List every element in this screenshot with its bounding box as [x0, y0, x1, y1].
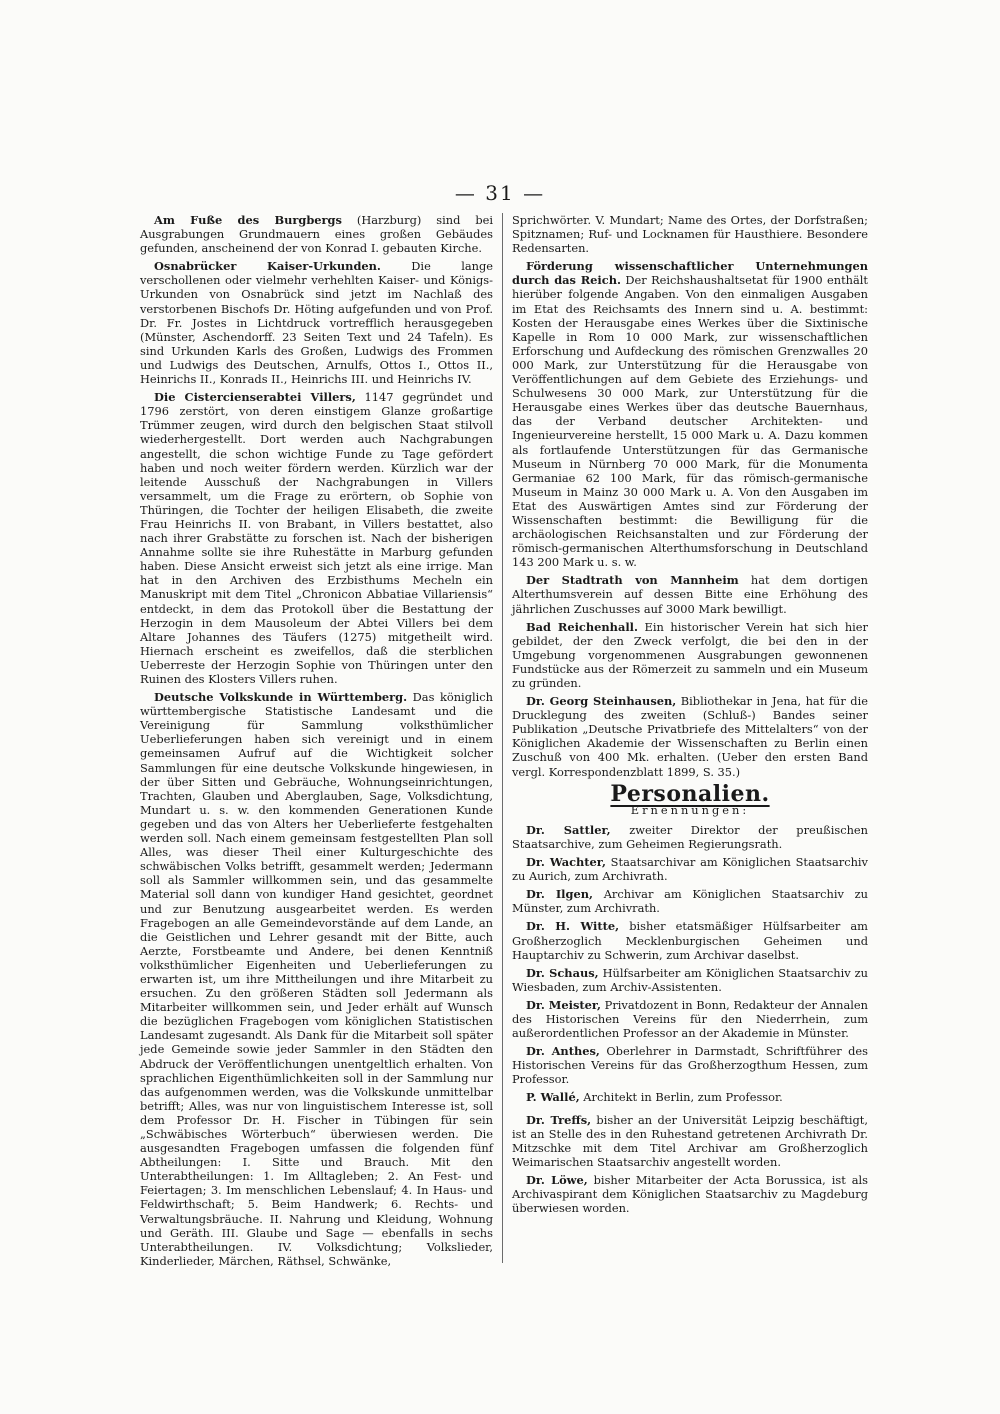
paragraph	[512, 620, 868, 690]
paragraph-text: bisher Mitarbeiter der Acta Borussica, ist als Archivaspirant dem Königlichen Staatsarchiv zu Magdeburg überwiesen worden.	[512, 1172, 869, 1216]
paragraph-keyword: Dr. Löwe,	[526, 1172, 588, 1187]
paragraph-keyword: Deutsche Volkskunde in Württemberg.	[154, 690, 408, 705]
paragraph-text: Staatsarchivar am Königlichen Staatsarchiv zu Aurich, zum Archivrath.	[512, 855, 868, 884]
paragraph-text: bisher etatsmäßiger Hülfsarbeiter am Großherzoglich Mecklenburgischen Geheimen und Hauptarchiv zu Schwerin, zum Archivar daselbst.	[512, 919, 868, 962]
paragraph-keyword: Dr. Ilgen,	[526, 887, 593, 902]
paragraph	[512, 966, 868, 994]
paragraph	[140, 390, 493, 686]
paragraph-text: Hülfsarbeiter am Königlichen Staatsarchiv zu Wiesbaden, zum Archiv-Assistenten.	[512, 965, 868, 994]
paragraph-keyword: Die Cistercienserabtei Villers,	[154, 390, 356, 405]
paragraph	[140, 259, 493, 386]
appointments-list	[512, 823, 868, 1215]
paragraph	[512, 1090, 868, 1104]
paragraph-text: Privatdozent in Bonn, Redakteur der Annalen des Historischen Vereins für den Niederrhein, zum außerordentlichen Professor an der Akademie in Münster.	[512, 997, 868, 1041]
paragraph-keyword: Bad Reichenhall.	[526, 619, 638, 634]
paragraph	[140, 213, 493, 255]
paragraph-text: Architekt in Berlin, zum Professor.	[579, 1090, 783, 1105]
page-number: — 31 —	[454, 181, 546, 205]
paragraph-keyword: Dr. Georg Steinhausen,	[526, 694, 677, 709]
paragraph-keyword: Dr. Meister,	[526, 997, 602, 1012]
paragraph-keyword: Dr. H. Witte,	[526, 919, 620, 934]
right-column-news	[512, 213, 868, 779]
paragraph-text: Sprichwörter. V. Mundart; Name des Ortes, der Dorfstraßen; Spitznamen; Ruf- und Locknamen für Hausthiere. Besondere Redensarten.	[512, 213, 868, 256]
paragraph	[512, 213, 868, 255]
paragraph	[512, 1044, 868, 1086]
paragraph-keyword: Dr. Sattler,	[526, 822, 611, 837]
paragraph	[512, 259, 868, 569]
paragraph-keyword: Osnabrücker Kaiser-Urkunden.	[154, 259, 381, 274]
paragraph	[140, 690, 493, 1268]
paragraph-text: zweiter Direktor der preußischen Staatsarchive, zum Geheimen Regierungsrath.	[512, 822, 868, 851]
paragraph-keyword: Dr. Schaus,	[526, 965, 599, 980]
paragraph	[512, 823, 868, 851]
paragraph-keyword: Dr. Wachter,	[526, 855, 606, 870]
paragraph-keyword: Am Fuße des Burgbergs	[154, 213, 342, 227]
paragraph-text: Oberlehrer in Darmstadt, Schriftführer des Historischen Vereins für das Großherzogthum Hessen, zum Professor.	[512, 1044, 868, 1087]
section-heading: Personalien.	[610, 780, 770, 807]
paragraph-text: Das königlich württembergische Statistische Landesamt und die Vereinigung für Sammlung volksthümlicher Ueberlieferungen haben sich vereinigt und in einem gemeinsamen Aufruf auf die Wichtigkeit solcher Sammlungen für eine deutsche Volkskunde hingewiesen, in der über Sitten und Gebräuche, Wohnungseinrichtungen, Trachten, Glauben und Aberglauben, Sage, Volksdichtung, Mundart u. s. w. den kommenden Generationen Kunde gegeben und das von Alters her Ueberlieferte festgehalten werden soll. Nach einem gemeinsam festgestellten Plan soll Alles, was dieser Theil einer Kulturgeschichte des schwäbischen Volks betrifft, gesammelt werden; Jedermann soll als Sammler willkommen sein, und das gesammelte Material soll dann von kundiger Hand gesichtet, geordnet und zur Benutzung ausgearbeitet werden. Es werden Fragebogen an alle Gemeindevorstände auf dem Lande, an die Geistlichen und Lehrer gesandt mit der Bitte, auch Aerzte, Forstbeamte und Andere, bei denen Kenntniß volksthümlicher Eigenheiten und Ueberlieferungen zu erwarten ist, um ihre Mittheilungen und ihre Mitarbeit zu ersuchen. Zu den größeren Städten soll Jedermann als Mitarbeiter willkommen sein, und Jeder erhält auf Wunsch die bezüglichen Fragebogen vom königlichen Statistischen Landesamt zugesandt. Als Dank für die Mitarbeit soll später jede Gemeinde sowie jeder Sammler in den Städten den Abdruck der Veröffentlichungen unentgeltlich erhalten. Von sprachlichen Eigenthümlichkeiten soll in der Sammlung nur das aufgenommen werden, was die Volkskunde unmittelbar betrifft; Alles, was nur von linguistischem Interesse ist, soll dem Professor Dr. H. Fischer in Tübingen für sein „Schwäbisches Wörterbuch“ überwiesen werden. Die ausgesandten Fragebogen umfassen die folgenden fünf Abtheilungen: I. Sitte und Brauch. Mit den Unterabtheilungen: 1. Im Alltagleben; 2. An Fest- und Feiertagen; 3. Im menschlichen Lebenslauf; 4. In Haus- und Feldwirthschaft; 5. Beim Handwerk; 6. Rechts- und Verwaltungsbräuche. II. Nahrung und Kleidung, Wohnung und Geräth. III. Glaube und Sage — ebenfalls in sechs Unterabtheilungen. IV. Volksdichtung; Volkslieder, Kinderlieder, Märchen, Räthsel, Schwänke,	[140, 690, 493, 1268]
paragraph	[512, 1173, 868, 1215]
paragraph	[512, 1113, 868, 1169]
paragraph	[512, 887, 868, 915]
paragraph-keyword: Der Stadtrath von Mannheim	[526, 573, 739, 588]
paragraph	[512, 573, 868, 615]
paragraph-keyword: Förderung wissenschaftlicher Unternehmungen durch das Reich.	[512, 259, 868, 288]
paragraph-text: hat dem dortigen Alterthumsverein auf dessen Bitte eine Erhöhung des jährlichen Zuschusses auf 3000 Mark bewilligt.	[512, 573, 868, 616]
paragraph-text: Archivar am Königlichen Staatsarchiv zu Münster, zum Archivrath.	[512, 887, 868, 916]
paragraph-text: Ein historischer Verein hat sich hier gebildet, der den Zweck verfolgt, die bei den in der Umgebung vorgenommenen Ausgrabungen gewonnenen Fundstücke aus der Römerzeit zu sammeln und ein Museum zu gründen.	[512, 619, 868, 690]
paragraph-text: bisher an der Universität Leipzig beschäftigt, ist an Stelle des in den Ruhestand getretenen Archivrath Dr. Mitzschke mit dem Titel Archivar am Großherzoglich Weimarischen Staatsarchiv angestellt worden.	[512, 1112, 868, 1169]
paragraph-text: 1147 gegründet und 1796 zerstört, von deren einstigem Glanze großartige Trümmer zeugen, wird durch den belgischen Staat stilvoll wiederhergestellt. Dort werden auch Nachgrabungen angestellt, die schon wichtige Funde zu Tage gefördert haben und noch weiter fördern werden. Kürzlich war der leitende Ausschuß der Nachgrabungen in Villers versammelt, um die Frage zu erörtern, ob Sophie von Thüringen, die Tochter der heiligen Elisabeth, die zweite Frau Heinrichs II. von Brabant, in Villers bestattet, also nach ihrer Grabstätte zu forschen ist. Nach der bisherigen Annahme sollte sie ihre Ruhestätte in Marburg gefunden haben. Diese Ansicht erweist sich jetzt als eine irrige. Man hat in den Archiven des Erzbisthums Mecheln ein Manuskript mit dem Titel „Chronicon Abbatiae Villariensis“ entdeckt, in dem das Protokoll über die Bestattung der Herzogin in dem Mausoleum der Abtei Villers bei dem Altare Johannes des Täufers (1275) mitgetheilt wird. Hiernach erscheint es zweifellos, daß die sterblichen Ueberreste der Herzogin Sophie von Thüringen unter den Ruinen des Klosters Villers ruhen.	[140, 390, 493, 686]
paragraph-text: (Harzburg) sind bei Ausgrabungen Grundmauern eines großen Gebäudes gefunden, anscheinend der von Konrad I. gebauten Kirche.	[140, 213, 493, 256]
paragraph-keyword: P. Wallé,	[526, 1090, 580, 1105]
right-column	[512, 213, 868, 1219]
paragraph	[512, 855, 868, 883]
left-column	[140, 213, 493, 1272]
paragraph-text: Die lange verschollenen oder vielmehr verhehlten Kaiser- und Königs-Urkunden von Osnabrück sind jetzt im Nachlaß des verstorbenen Bischofs Dr. Höting aufgefunden und von Prof. Dr. Fr. Jostes in Lichtdruck vortrefflich herausgegeben (Münster, Aschendorff. 23 Seiten Text und 24 Tafeln). Es sind Urkunden Karls des Großen, Ludwigs des Frommen und Ludwigs des Deutschen, Arnulfs, Ottos I., Ottos II., Heinrichs II., Konrads II., Heinrichs III. und Heinrichs IV.	[140, 259, 493, 387]
paragraph	[512, 919, 868, 961]
paragraph-text: Der Reichshaushaltsetat für 1900 enthält hierüber folgende Angaben. Von den einmaligen Ausgaben im Etat des Reichsamts des Innern sind u. A. bestimmt: Kosten der Herausgabe eines Werkes über die Sixtinische Kapelle in Rom 10 000 Mark, zur wissenschaftlichen Erforschung und Aufdeckung des römischen Grenzwalles 20 000 Mark, zur Unterstützung für die Herausgabe von Veröffentlichungen auf dem Gebiete des Erziehungs- und Schulwesens 30 000 Mark, zur Unterstützung für die Herausgabe eines Werkes über das deutsche Bauernhaus, das der Verband deutscher Architekten- und Ingenieurvereine herstellt, 15 000 Mark u. A. Dazu kommen als fortlaufende Unterstützungen für das Germanische Museum in Nürnberg 70 000 Mark, für die Monumenta Germaniae 62 100 Mark, für das römisch-germanische Museum in Mainz 30 000 Mark u. A. Von den Ausgaben im Etat des Auswärtigen Amtes sind zur Förderung der Wissenschaften bestimmt: die Bewilligung für die archäologischen Reichsanstalten und zur Förderung der römisch-germanischen Alterthumsforschung in Deutschland 143 200 Mark u. s. w.	[512, 273, 868, 570]
paragraph-text: Bibliothekar in Jena, hat für die Drucklegung des zweiten (Schluß-) Bandes seiner Publikation „Deutsche Privatbriefe des Mittelalters“ von der Königlichen Akademie der Wissenschaften zu Berlin einen Zuschuß von 400 Mk. erhalten. (Ueber den ersten Band vergl. Korrespondenzblatt 1899, S. 35.)	[512, 694, 868, 779]
paragraph-keyword: Dr. Treffs,	[526, 1112, 592, 1127]
paragraph-keyword: Dr. Anthes,	[526, 1044, 600, 1059]
column-divider	[502, 213, 503, 1263]
paragraph	[512, 998, 868, 1040]
paragraph	[512, 694, 868, 779]
section-subheading: Ernennungen:	[630, 802, 750, 817]
